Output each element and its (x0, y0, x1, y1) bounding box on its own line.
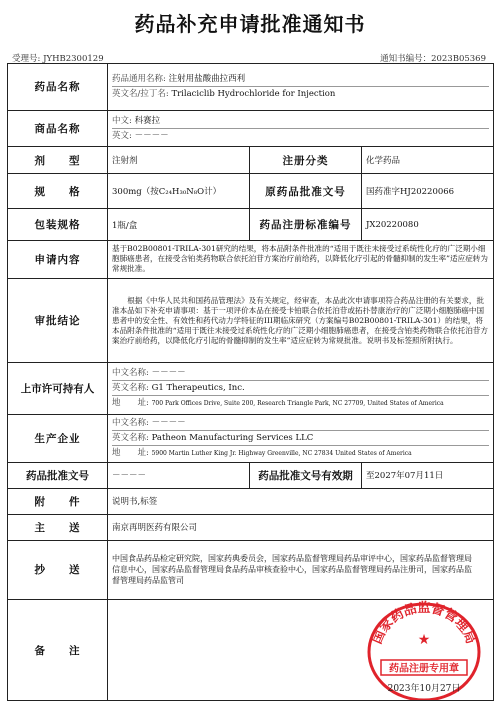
approval-form-table (7, 63, 494, 701)
packaging-value: 1瓶/盒 (108, 209, 250, 240)
remarks-value (108, 600, 494, 701)
seal-star-icon: ★ (417, 632, 431, 648)
generic-name-row: 药品通用名称: 注射用盐酸曲拉西利 (112, 74, 246, 85)
remarks-label: 备 注 (8, 600, 108, 701)
manufacturer-address-row: 地 址: 5900 Martin Luther King Jr. Highway Greenville, NC 27834 United States of America (112, 445, 489, 461)
english-name-row: 英文名/拉丁名: Trilaciclib Hydrochloride for Injection (112, 86, 489, 101)
approval-validity-label: 药品批准文号有效期 (250, 462, 362, 488)
attachments-value: 说明书,标签 (108, 488, 494, 514)
original-approval-label: 原药品批准文号 (250, 174, 362, 209)
trade-name-label: 商品名称 (8, 110, 108, 146)
attachments-label: 附 件 (8, 488, 108, 514)
registration-standard-label: 药品注册标准编号 (250, 209, 362, 240)
approval-number-value: －－－－ (108, 462, 250, 488)
cc-text: 中国食品药品检定研究院，国家药典委员会，国家药品监督管理局药品审评中心，国家药品监督管理局信息中心，国家药品监督管理局食品药品审核查验中心，国家药品监督管理局药品注册司，国家药品监督管理局药品监管司 (112, 554, 472, 586)
notice-number: 通知书编号：2023B05369 (380, 54, 486, 64)
mah-cn-value: －－－－ (151, 368, 186, 379)
application-content-label: 申请内容 (8, 240, 108, 278)
english-name-value: Trilaciclib Hydrochloride for Injection (171, 89, 336, 100)
registration-standard-value: JX20220080 (362, 209, 494, 240)
manufacturer-address-value: 5900 Martin Luther King Jr. Highway Greenville, NC 27834 United States of America (151, 450, 412, 458)
manufacturer-cn-row: 中文名称: －－－－ (112, 418, 186, 429)
registration-class-label: 注册分类 (250, 147, 362, 174)
manufacturer-en-value: Patheon Manufacturing Services LLC (151, 433, 314, 444)
mah-cn-row: 中文名称: －－－－ (112, 368, 186, 379)
application-content-text: 基于B02B00801-TRILA-301研究的结果，将本品附条件批准的“适用于既往未接受过系统性化疗的广泛期小细胞肺癌患者，在接受含铂类药物联合依托泊苷方案治疗前给药，以降低化疗引起的骨髓抑制的发生率”适应症转为常规批准。 (112, 244, 488, 274)
trade-name-en-value: －－－－ (134, 130, 169, 141)
trade-name-en-row: 英文: －－－－ (112, 128, 489, 143)
recipient-label: 主 送 (8, 514, 108, 540)
mah-address-value: 700 Park Offices Drive, Suite 200, Research Triangle Park, NC 27709, United States of America (151, 400, 444, 408)
dosage-form-value: 注射剂 (108, 147, 250, 174)
approval-number-label: 药品批准文号 (8, 462, 108, 488)
specification-label: 规 格 (8, 174, 108, 209)
manufacturer-cn-value: －－－－ (151, 418, 186, 429)
seal-date: 2023年10月27日 (387, 684, 461, 694)
manufacturer-en-row: 英文名称: Patheon Manufacturing Services LLC (112, 430, 489, 445)
document-title: 药品补充申请批准通知书 (134, 12, 366, 36)
manufacturer-label: 生产企业 (8, 415, 108, 463)
registration-class-value: 化学药品 (362, 147, 494, 174)
mah-en-value: G1 Therapeutics, Inc. (151, 383, 245, 394)
generic-name-value: 注射用盐酸曲拉西利 (168, 74, 246, 85)
recipient-value: 南京再明医药有限公司 (108, 514, 494, 540)
seal-band-text: 药品注册专用章 (389, 663, 459, 675)
mah-en-row: 英文名称: G1 Therapeutics, Inc. (112, 380, 489, 395)
approval-conclusion-label: 审批结论 (8, 279, 108, 363)
dosage-form-label: 剂 型 (8, 147, 108, 174)
approval-validity-value: 至2027年07月11日 (362, 462, 494, 488)
drug-name-label: 药品名称 (8, 64, 108, 111)
trade-name-cn-row: 中文: 科赛拉 (112, 115, 161, 126)
approval-conclusion-text: 根据《中华人民共和国药品管理法》及有关规定，经审查，本品此次申请事项符合药品注册的有关要求，批准本品如下补充申请事项：基于一项评价本品在接受卡铂联合依托泊苷或拓扑替康治疗的广泛期小细胞肺癌中国患者中的安全性、有效性和药代动力学特征的III期临床研究（方案编号B02B00801-TRILA-301）的结果，将本品附条件批准的“适用于既往未接受过系统性化疗的广泛期小细胞肺癌患者，在接受含铂类药物联合依托泊苷方案治疗前给药，以降低化疗引起的骨髓抑制的发生率”适应症转为常规批准。说明书及标签照所附执行。 (112, 295, 488, 345)
mah-label: 上市许可持有人 (8, 363, 108, 415)
original-approval-value: 国药准字HJ20220066 (362, 174, 494, 209)
seal-arc-text: 国家药品监督管理局 (369, 601, 479, 647)
trade-name-cn-value: 科赛拉 (134, 115, 161, 126)
cc-label: 抄 送 (8, 540, 108, 599)
mah-address-row: 地 址: 700 Park Offices Drive, Suite 200, Research Triangle Park, NC 27709, United States of America (112, 395, 489, 411)
acceptance-number: 受理号: JYHB2300129 (12, 54, 104, 64)
packaging-label: 包装规格 (8, 209, 108, 240)
specification-value: 300mg（按C₂₄H₃₀N₈O计） (108, 174, 250, 209)
